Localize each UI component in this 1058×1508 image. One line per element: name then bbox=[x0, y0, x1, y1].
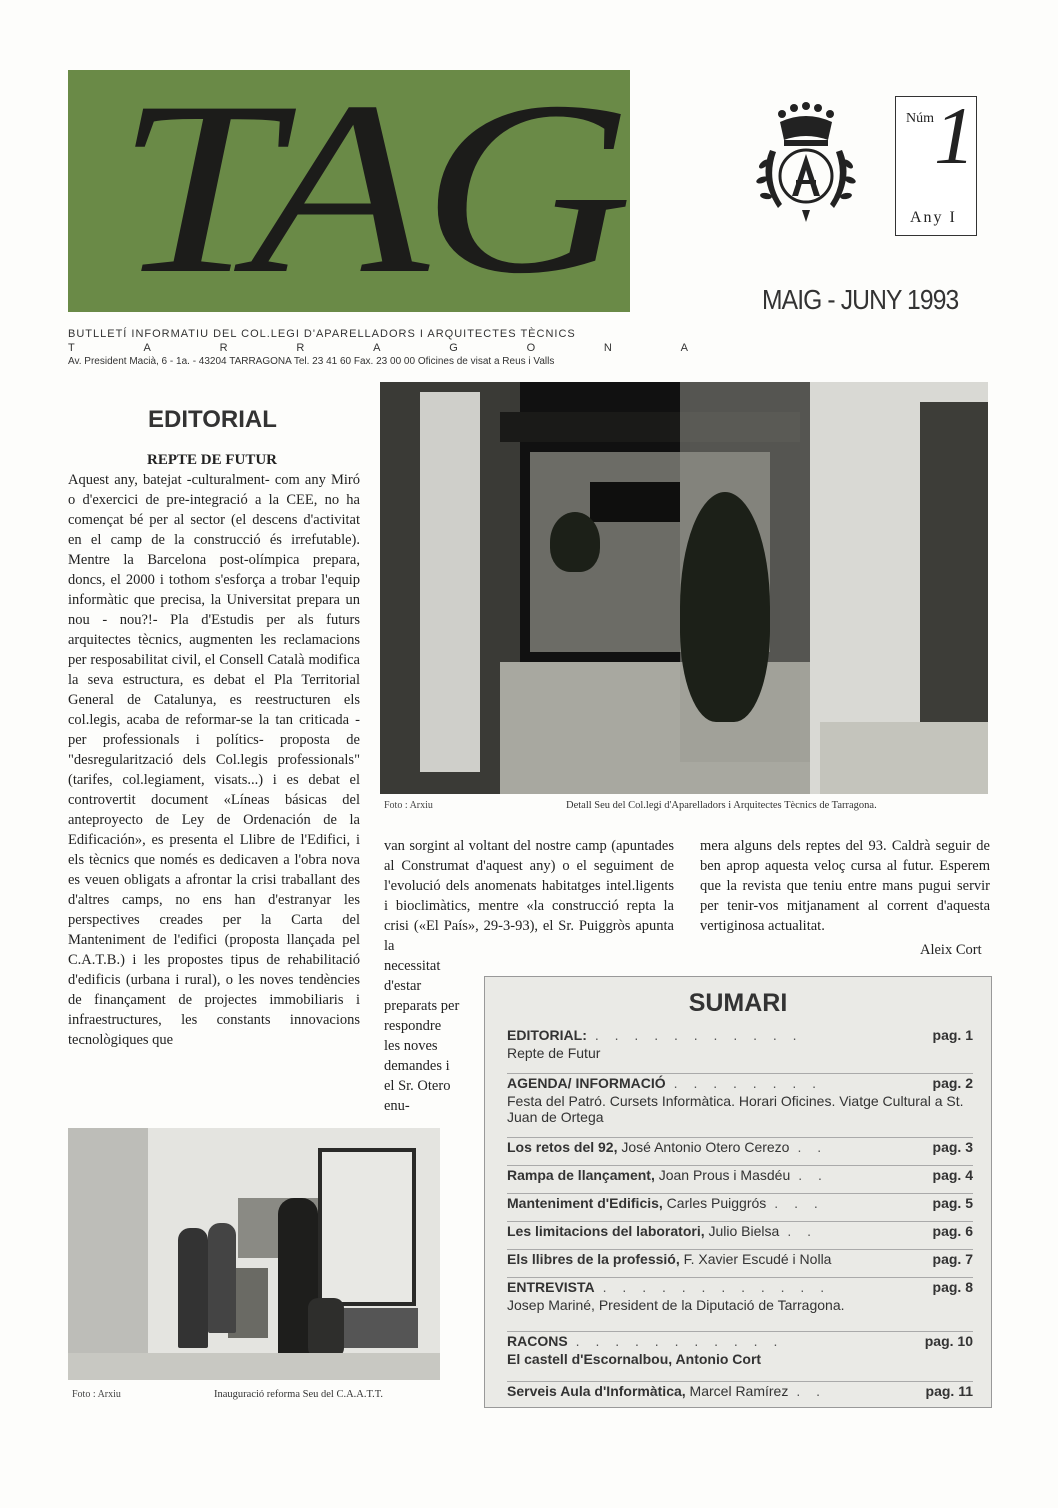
inauguration-photo-credit: Foto : Arxiu bbox=[72, 1389, 121, 1400]
college-crest-icon bbox=[752, 100, 860, 228]
bulletin-city-letter: R bbox=[219, 342, 228, 354]
table-of-contents bbox=[484, 976, 992, 1408]
contents-item[interactable] bbox=[507, 1167, 973, 1194]
contents-item-description: Josep Mariné, President de la Diputació de Tarragona. bbox=[507, 1297, 845, 1313]
contents-item-leader-dots: . . . . . . . . . . . bbox=[575, 1333, 784, 1349]
contents-item-page: pag. 1 bbox=[932, 1027, 973, 1043]
contents-item-author: Marcel Ramírez bbox=[685, 1383, 789, 1399]
editorial-author: Aleix Cort bbox=[920, 942, 982, 958]
contents-item-page: pag. 5 bbox=[932, 1195, 973, 1211]
inauguration-photo-caption: Inauguració reforma Seu del C.A.A.T.T. bbox=[214, 1389, 384, 1400]
contents-item[interactable] bbox=[507, 1075, 973, 1138]
issue-number-label: Núm bbox=[906, 111, 934, 126]
contents-item-page: pag. 4 bbox=[932, 1167, 973, 1183]
contents-item-author: Carles Puiggrós bbox=[662, 1195, 767, 1211]
inauguration-photo bbox=[68, 1128, 440, 1380]
bulletin-city-letter: A bbox=[680, 342, 688, 354]
tag-logo: TAG bbox=[116, 50, 626, 325]
contents-item-title: AGENDA/ INFORMACIÓ bbox=[507, 1075, 666, 1091]
editorial-column-right: mera alguns dels reptes del 93. Caldrà seguir de ben aprop aquesta veloç cursa al futur. Esperem que la revista que teniu entre mans pugui servir per tenir-vos mitjanament al corrent d'aquesta vertiginosa actualitat. bbox=[700, 838, 990, 934]
contents-item-author: F. Xavier Escudé i Nolla bbox=[679, 1251, 832, 1267]
contents-item[interactable] bbox=[507, 1383, 973, 1405]
contents-item-leader-dots: . . bbox=[787, 1223, 817, 1239]
contents-item[interactable] bbox=[507, 1251, 973, 1278]
contents-item[interactable] bbox=[507, 1333, 973, 1382]
editorial-heading: EDITORIAL bbox=[148, 406, 277, 433]
contents-item[interactable] bbox=[507, 1279, 973, 1332]
contents-item[interactable] bbox=[507, 1195, 973, 1222]
contents-item-leader-dots: . . . . . . . . . . . bbox=[594, 1027, 803, 1043]
contents-item-description: El castell d'Escornalbou, Antonio Cort bbox=[507, 1351, 762, 1367]
contents-item-leader-dots: . . . . . . . . bbox=[673, 1075, 823, 1091]
contents-item-title: Rampa de llançament, bbox=[507, 1167, 655, 1183]
issue-number-box bbox=[895, 90, 977, 236]
contents-item-leader-dots: . . bbox=[796, 1383, 827, 1399]
contents-item-title: EDITORIAL: bbox=[507, 1027, 587, 1043]
bulletin-city-letter: T bbox=[68, 342, 75, 354]
main-photo-caption: Detall Seu del Col.legi d'Aparelladors i Arquitectes Tècnics de Tarragona. bbox=[566, 800, 877, 811]
contents-item-page: pag. 2 bbox=[932, 1075, 973, 1091]
bulletin-city bbox=[68, 342, 688, 354]
contents-item-title: Manteniment d'Edificis, bbox=[507, 1195, 663, 1211]
bulletin-city-letter: R bbox=[296, 342, 305, 354]
bulletin-address: Av. President Macià, 6 - 1a. - 43204 TARRAGONA Tel. 23 41 60 Fax. 23 00 00 Oficines de visat a Reus i Valls bbox=[68, 356, 555, 367]
editorial-body: Aquest any, batejat -culturalment- com any Miró o d'exercici de pre-integració a la CEE, no ha començat bé per al sector (el descens d'activitat en el camp de la construcció és irrefutable). Mentre la Barcelona post-olímpica prepara, doncs, el 2000 i tothom s'esforça a trobar l'equip informàtic que precisa, la Universitat prepara un nou - nou?!- Pla d'Estudis per als futurs arquitectes tècnics, augmenten les reclamacions per resposabilitat civil, el Consell Català modifica la seva estructura, es debat el Pla Territorial General de Catalunya, es reestructuren els col.legis, acaba de reformar-se la tan criticada -per professionals i polítics- proposta de "desregularització dels Col.legis professionals" (tarifes, col.legiament, visats...) i es debat el controvertit document «Líneas básicas del anteproyecto de Ley de Ordenación de la Edificación», es presenta el Llibre de l'Edifici, i els tècnics que només es dedicaven a l'obra nova es veuen obligats a afrontar la crisi traballant des d'altres camps, no ens han d'estranyar les perspectives creades per la Carta del Manteniment de l'edifici (proposta llançada pel C.A.T.B.) i les propostes tipus de rehabilitació d'edificis (urbana i rural), o les noves tendències de finançament de projectes immobiliaris i infraestructures, les constants innovacions tecnològiques que bbox=[68, 472, 360, 1048]
contents-item-description: Festa del Patró. Cursets Informàtica. Horari Oficines. Viatge Cultural a St. Juan de Ortega bbox=[507, 1093, 964, 1125]
issue-date: MAIG - JUNY 1993 bbox=[762, 284, 959, 315]
bulletin-subtitle: BUTLLETÍ INFORMATIU DEL COL.LEGI D'APARELLADORS I ARQUITECTES TÈCNICS bbox=[68, 328, 576, 340]
contents-item-page: pag. 6 bbox=[932, 1223, 973, 1239]
contents-item-author: José Antonio Otero Cerezo bbox=[617, 1139, 790, 1155]
contents-item-description: Repte de Futur bbox=[507, 1045, 601, 1061]
contents-item-author: Julio Bielsa bbox=[704, 1223, 780, 1239]
editorial-subtitle: REPTE DE FUTUR bbox=[147, 452, 278, 468]
editorial-column-middle: van sorgint al voltant del nostre camp (apuntades al Construmat d'aquest any) o el seguiment de l'evolució dels anomenats habitatges intel.ligents i bioclimàtics, mentre «la construcció repta la crisi («El País», 29-3-93), el Sr. Puiggròs apunta la bbox=[384, 838, 674, 954]
bulletin-city-letter: N bbox=[603, 342, 612, 354]
main-photo-credit: Foto : Arxiu bbox=[384, 800, 433, 811]
bulletin-city-letter: O bbox=[526, 342, 536, 354]
contents-item-leader-dots: . . bbox=[798, 1167, 828, 1183]
contents-item[interactable] bbox=[507, 1027, 973, 1074]
contents-item-leader-dots: . . bbox=[797, 1139, 828, 1155]
main-photo bbox=[380, 382, 988, 794]
contents-title: SUMARI bbox=[688, 989, 788, 1017]
contents-item-page: pag. 3 bbox=[932, 1139, 973, 1155]
contents-item-leader-dots: . . . bbox=[774, 1195, 824, 1211]
contents-item-page: pag. 10 bbox=[924, 1333, 973, 1349]
bulletin-city-letter: A bbox=[143, 342, 151, 354]
contents-item[interactable] bbox=[507, 1223, 973, 1250]
issue-year: Any I bbox=[910, 209, 957, 226]
bulletin-city-letter: A bbox=[373, 342, 381, 354]
contents-item-title: Els llibres de la professió, bbox=[507, 1251, 680, 1267]
editorial-column-narrow: necessitat d'estar preparats per respondre les noves demandes i el Sr. Otero enu- bbox=[384, 958, 460, 1114]
issue-number: 1 bbox=[934, 90, 975, 181]
contents-item-title: ENTREVISTA bbox=[507, 1279, 595, 1295]
bulletin-city-letter: G bbox=[449, 342, 458, 354]
contents-item-title: Los retos del 92, bbox=[507, 1139, 618, 1155]
contents-item-title: Les limitacions del laboratori, bbox=[507, 1223, 705, 1239]
contents-item-title: Serveis Aula d'Informàtica, bbox=[507, 1383, 686, 1399]
contents-item-page: pag. 7 bbox=[932, 1251, 973, 1267]
contents-item-page: pag. 8 bbox=[932, 1279, 973, 1295]
contents-item-leader-dots: . . . . . . . . . . . . bbox=[602, 1279, 831, 1295]
contents-item-page: pag. 11 bbox=[925, 1383, 973, 1399]
masthead-banner bbox=[68, 50, 630, 325]
contents-item-author: Joan Prous i Masdéu bbox=[654, 1167, 791, 1183]
contents-item-title: RACONS bbox=[507, 1333, 568, 1349]
contents-item[interactable] bbox=[507, 1139, 973, 1166]
